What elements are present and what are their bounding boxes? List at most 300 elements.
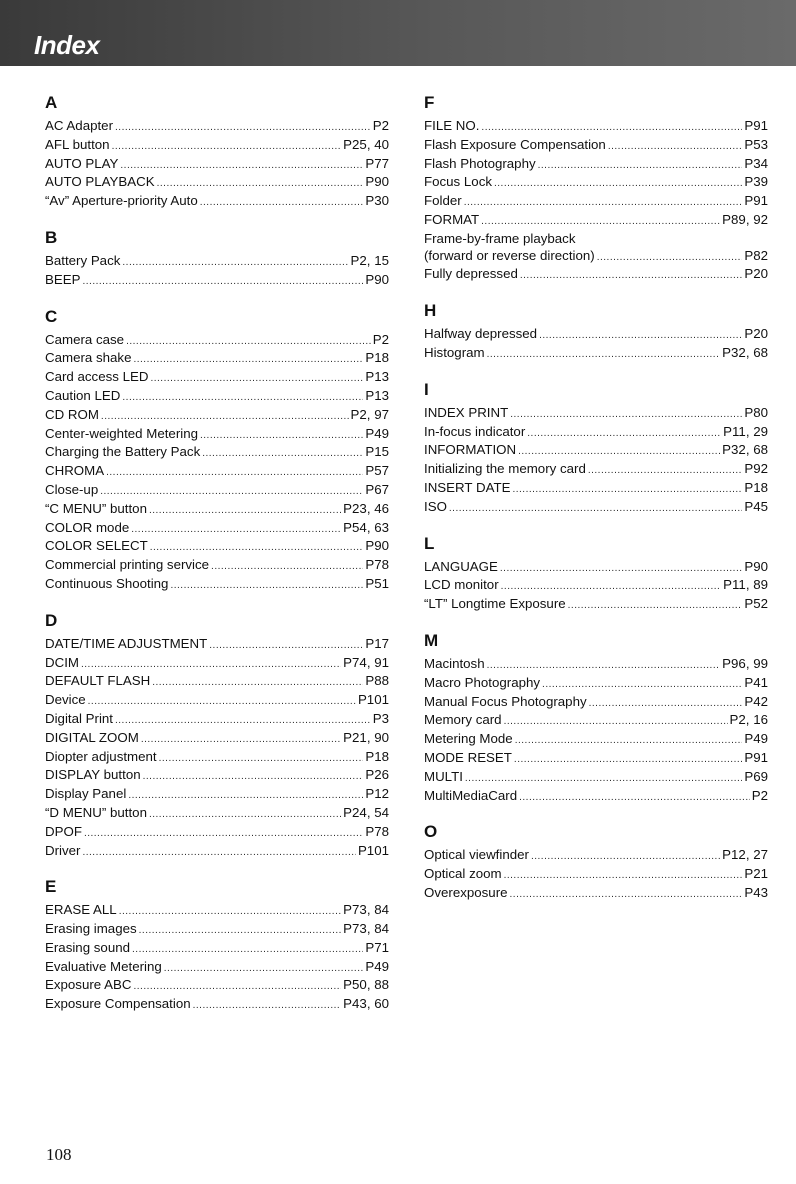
index-section xyxy=(424,847,768,903)
dot-leader xyxy=(141,732,341,749)
index-entry xyxy=(45,482,389,501)
index-entry-page: P2, 16 xyxy=(729,712,768,728)
index-entry xyxy=(424,694,768,713)
index-entry-label: MULTI xyxy=(424,768,463,784)
index-entry-label: Card access LED xyxy=(45,369,149,385)
index-entry xyxy=(45,902,389,921)
dot-leader xyxy=(520,268,742,285)
index-column-left xyxy=(45,92,389,1030)
index-entry xyxy=(424,750,768,769)
index-entry xyxy=(45,272,389,291)
index-entry-page: P41 xyxy=(744,674,768,690)
index-entry-page: P2, 15 xyxy=(350,252,389,268)
index-entry-page: P2 xyxy=(751,787,768,803)
index-entry-page: P82 xyxy=(744,247,768,263)
index-entry xyxy=(45,137,389,156)
dot-leader xyxy=(597,250,743,267)
dot-leader xyxy=(568,598,743,615)
index-entry xyxy=(45,692,389,711)
index-entry-label: Overexposure xyxy=(424,884,508,900)
index-entry xyxy=(45,843,389,862)
index-entry xyxy=(45,576,389,595)
page-number: 108 xyxy=(46,1145,72,1164)
index-entry xyxy=(424,461,768,480)
dot-leader xyxy=(100,484,363,501)
index-entry-page: P43 xyxy=(744,884,768,900)
dot-leader xyxy=(122,390,363,407)
dot-leader xyxy=(115,120,371,137)
section-letter: C xyxy=(45,306,58,326)
index-entry xyxy=(45,940,389,959)
dot-leader xyxy=(211,559,363,576)
index-entry xyxy=(45,520,389,539)
index-entry xyxy=(45,673,389,692)
dot-leader xyxy=(514,752,742,769)
index-entry-page: P11, 29 xyxy=(723,423,768,439)
dot-leader xyxy=(131,522,341,539)
index-column-right xyxy=(424,92,768,919)
dot-leader xyxy=(589,696,743,713)
index-entry-label: “LT” Longtime Exposure xyxy=(424,596,566,612)
index-entry-page: P49 xyxy=(365,958,389,974)
index-entry-label: DPOF xyxy=(45,823,82,839)
index-entry xyxy=(45,463,389,482)
index-entry-page: P34 xyxy=(744,155,768,171)
index-entry-page: P2, 97 xyxy=(350,406,389,422)
index-entry-page: P49 xyxy=(744,731,768,747)
dot-leader xyxy=(119,904,341,921)
index-entry-label: MODE RESET xyxy=(424,749,512,765)
dot-leader xyxy=(608,139,743,156)
index-entry xyxy=(45,501,389,520)
index-entry-label: Close-up xyxy=(45,481,99,497)
dot-leader xyxy=(84,826,363,843)
index-entry-label: Initializing the memory card xyxy=(424,461,586,477)
index-entry-page: P3 xyxy=(372,710,389,726)
dot-leader xyxy=(504,868,743,885)
dot-leader xyxy=(82,274,363,291)
index-entry-page: P101 xyxy=(357,842,389,858)
index-section xyxy=(424,656,768,806)
dot-leader xyxy=(128,788,363,805)
index-entry-label: Focus Lock xyxy=(424,174,492,190)
index-entry-page: P11, 89 xyxy=(723,577,768,593)
index-entry-page: P32, 68 xyxy=(722,442,768,458)
dot-leader xyxy=(494,176,742,193)
index-entry xyxy=(45,388,389,407)
index-section xyxy=(424,559,768,615)
index-entry-label: Charging the Battery Pack xyxy=(45,444,201,460)
index-entry-label: Memory card xyxy=(424,712,502,728)
dot-leader xyxy=(115,713,371,730)
index-section xyxy=(45,332,389,595)
index-entry-label: Optical zoom xyxy=(424,866,502,882)
index-entry-page: P20 xyxy=(744,266,768,282)
index-entry-page: P77 xyxy=(365,155,389,171)
index-entry xyxy=(424,442,768,461)
dot-leader xyxy=(200,195,364,212)
dot-leader xyxy=(149,807,341,824)
index-entry xyxy=(424,731,768,750)
dot-leader xyxy=(515,733,743,750)
section-letter: M xyxy=(424,630,439,650)
index-entry-page: P43, 60 xyxy=(343,996,389,1012)
dot-leader xyxy=(193,998,342,1015)
index-entry xyxy=(424,248,768,267)
dot-leader xyxy=(139,923,342,940)
index-entry xyxy=(424,596,768,615)
index-entry-label: Evaluative Metering xyxy=(45,958,162,974)
index-entry xyxy=(45,996,389,1015)
index-entry-page: P50, 88 xyxy=(343,977,389,993)
index-entry xyxy=(45,538,389,557)
index-entry-label: INSERT DATE xyxy=(424,479,511,495)
dot-leader xyxy=(527,426,721,443)
index-entry xyxy=(424,847,768,866)
index-entry-page: P15 xyxy=(365,444,389,460)
index-entry-page: P92 xyxy=(744,461,768,477)
index-entry xyxy=(424,480,768,499)
index-entry-label: Halfway depressed xyxy=(424,326,538,342)
index-entry xyxy=(424,499,768,518)
index-entry xyxy=(45,636,389,655)
index-entry xyxy=(45,711,389,730)
index-entry-label: AUTO PLAY xyxy=(45,155,119,171)
index-entry-label: AUTO PLAYBACK xyxy=(45,174,155,190)
dot-leader xyxy=(504,714,728,731)
index-entry xyxy=(45,921,389,940)
dot-leader xyxy=(519,790,750,807)
index-entry-label: DEFAULT FLASH xyxy=(45,673,151,689)
index-entry xyxy=(424,174,768,193)
dot-leader xyxy=(538,158,743,175)
index-entry-label: Camera case xyxy=(45,331,125,347)
dot-leader xyxy=(120,158,363,175)
index-section xyxy=(45,636,389,862)
index-entry xyxy=(45,407,389,426)
section-letter: A xyxy=(45,93,58,112)
index-entry xyxy=(424,866,768,885)
dot-leader xyxy=(512,482,742,499)
index-entry-label: INFORMATION xyxy=(424,442,517,458)
index-entry xyxy=(45,767,389,786)
dot-leader xyxy=(539,328,742,345)
index-entry-page: P25, 40 xyxy=(343,136,389,152)
index-entry-page: P74, 91 xyxy=(343,654,389,670)
index-entry-page: P90 xyxy=(365,174,389,190)
dot-leader xyxy=(101,409,349,426)
index-entry xyxy=(45,332,389,351)
section-letter: I xyxy=(424,379,429,399)
dot-leader xyxy=(81,657,341,674)
index-entry-page: P78 xyxy=(365,557,389,573)
index-entry-page: P90 xyxy=(365,538,389,554)
index-entry-label: DATE/TIME ADJUSTMENT xyxy=(45,635,208,651)
index-entry-label: Caution LED xyxy=(45,387,121,403)
page-title: Index xyxy=(34,30,100,60)
index-entry-page: P32, 68 xyxy=(722,344,768,360)
dot-leader xyxy=(200,428,363,445)
dot-leader xyxy=(106,465,363,482)
index-entry-page: P30 xyxy=(365,193,389,209)
dot-leader xyxy=(501,579,722,596)
index-entry-page: P18 xyxy=(744,479,768,495)
dot-leader xyxy=(500,561,742,578)
dot-leader xyxy=(202,446,363,463)
index-entry-label: MultiMediaCard xyxy=(424,787,518,803)
dot-leader xyxy=(464,195,743,212)
dot-leader xyxy=(542,677,742,694)
dot-leader xyxy=(487,347,721,364)
index-entry-page: P88 xyxy=(365,673,389,689)
index-entry-page: P89, 92 xyxy=(722,211,768,227)
index-entry xyxy=(424,345,768,364)
dot-leader xyxy=(481,120,742,137)
index-entry-label: Camera shake xyxy=(45,350,132,366)
index-entry-label: Commercial printing service xyxy=(45,557,210,573)
index-entry xyxy=(45,369,389,388)
index-entry-page: P73, 84 xyxy=(343,902,389,918)
index-entry-label: Erasing sound xyxy=(45,939,131,955)
index-entry-label: In-focus indicator xyxy=(424,423,526,439)
index-entry-page: P24, 54 xyxy=(343,804,389,820)
index-entry xyxy=(45,193,389,212)
index-entry-page: P52 xyxy=(744,596,768,612)
dot-leader xyxy=(112,139,342,156)
dot-leader xyxy=(149,503,341,520)
dot-leader xyxy=(157,176,364,193)
index-section xyxy=(424,326,768,364)
dot-leader xyxy=(150,540,364,557)
index-entry-page: P101 xyxy=(357,692,389,708)
index-entry-label: Center-weighted Metering xyxy=(45,425,198,441)
index-entry-label: Exposure ABC xyxy=(45,977,132,993)
dot-leader xyxy=(152,675,363,692)
index-entry-page: P90 xyxy=(365,271,389,287)
index-entry-page: P49 xyxy=(365,425,389,441)
section-letter: O xyxy=(424,822,438,842)
index-entry-page: P42 xyxy=(744,693,768,709)
index-entry-page: P18 xyxy=(365,748,389,764)
index-entry-label: Battery Pack xyxy=(45,252,121,268)
section-letter: F xyxy=(424,93,435,112)
section-letter: L xyxy=(424,533,435,553)
index-entry-label: Flash Exposure Compensation xyxy=(424,136,606,152)
index-entry xyxy=(45,786,389,805)
index-entry-label: Fully depressed xyxy=(424,266,518,282)
dot-leader xyxy=(449,501,742,518)
index-section xyxy=(45,902,389,1015)
index-entry xyxy=(45,730,389,749)
index-entry-page: P21 xyxy=(744,866,768,882)
index-entry-label: Histogram xyxy=(424,344,485,360)
section-letter: H xyxy=(424,301,437,321)
index-entry-label: COLOR SELECT xyxy=(45,538,148,554)
index-entry-label: FILE NO. xyxy=(424,118,480,133)
dot-leader xyxy=(170,578,363,595)
index-entry-label: Manual Focus Photography xyxy=(424,693,587,709)
index-entry-label: BEEP xyxy=(45,271,81,287)
dot-leader xyxy=(133,979,341,996)
index-entry xyxy=(45,426,389,445)
index-entry-label: Metering Mode xyxy=(424,731,513,747)
index-entry-label: Exposure Compensation xyxy=(45,996,191,1012)
index-entry-label: Optical viewfinder xyxy=(424,847,529,863)
section-letter: D xyxy=(45,610,58,630)
index-entry-label: CD ROM xyxy=(45,406,99,422)
index-entry-page: P90 xyxy=(744,558,768,574)
dot-leader xyxy=(132,942,363,959)
index-entry-page: P13 xyxy=(365,369,389,385)
index-entry-page: P80 xyxy=(744,404,768,420)
index-entry-page: P17 xyxy=(365,635,389,651)
index-entry-page: P69 xyxy=(744,768,768,784)
index-entry-page: P91 xyxy=(744,118,768,133)
index-entry-page: P57 xyxy=(365,463,389,479)
index-entry xyxy=(424,656,768,675)
index-entry-label: (forward or reverse direction) xyxy=(424,247,595,263)
index-entry-label: INDEX PRINT xyxy=(424,404,509,420)
index-entry-label: Folder xyxy=(424,193,462,209)
index-entry-label: Device xyxy=(45,692,86,708)
dot-leader xyxy=(481,214,720,231)
index-entry-page: P12, 27 xyxy=(722,847,768,863)
index-entry xyxy=(424,156,768,175)
index-entry-page: P67 xyxy=(365,481,389,497)
section-letter: B xyxy=(45,227,58,247)
dot-leader xyxy=(465,771,742,788)
index-entry xyxy=(45,444,389,463)
index-entry-label: “D MENU” button xyxy=(45,804,147,820)
index-section xyxy=(424,118,768,285)
index-section xyxy=(45,253,389,291)
index-entry-label: CHROMA xyxy=(45,463,105,479)
index-entry xyxy=(424,577,768,596)
dot-leader xyxy=(159,751,364,768)
index-entry-label: LCD monitor xyxy=(424,577,499,593)
index-entry xyxy=(424,193,768,212)
index-entry xyxy=(45,557,389,576)
dot-leader xyxy=(122,255,348,272)
index-entry xyxy=(45,824,389,843)
index-entry xyxy=(45,156,389,175)
index-entry-label: ISO xyxy=(424,498,447,514)
index-entry xyxy=(424,424,768,443)
section-letter: E xyxy=(45,877,57,897)
index-entry-label: LANGUAGE xyxy=(424,558,498,574)
index-entry-label: ERASE ALL xyxy=(45,902,117,918)
dot-leader xyxy=(143,769,364,786)
index-entry xyxy=(45,350,389,369)
index-entry-page: P18 xyxy=(365,350,389,366)
index-entry-page: P2 xyxy=(372,331,389,347)
index-entry-page: P53 xyxy=(744,136,768,152)
index-section xyxy=(45,118,389,212)
index-entry xyxy=(45,977,389,996)
index-entry-page: P39 xyxy=(744,174,768,190)
index-entry xyxy=(45,959,389,978)
index-entry xyxy=(45,253,389,272)
index-entry xyxy=(45,749,389,768)
index-entry-page: P96, 99 xyxy=(722,655,768,671)
index-entry-label: FORMAT xyxy=(424,211,480,227)
index-entry xyxy=(424,326,768,345)
index-entry xyxy=(424,788,768,807)
index-entry-page: P45 xyxy=(744,498,768,514)
index-entry xyxy=(424,266,768,285)
index-entry xyxy=(424,675,768,694)
index-entry-page: P12 xyxy=(365,786,389,802)
index-entry-page: P51 xyxy=(365,575,389,591)
index-entry xyxy=(45,655,389,674)
index-entry-label: DISPLAY button xyxy=(45,767,141,783)
index-entry-label: Digital Print xyxy=(45,710,113,726)
index-entry-page: P71 xyxy=(365,939,389,955)
dot-leader xyxy=(164,961,364,978)
index-entry-page: P20 xyxy=(744,326,768,342)
index-entry xyxy=(45,118,389,137)
dot-leader xyxy=(487,658,721,675)
index-entry-label: Driver xyxy=(45,842,81,858)
index-entry-page: P54, 63 xyxy=(343,519,389,535)
index-entry-page: P2 xyxy=(372,118,389,133)
index-entry-label: Diopter adjustment xyxy=(45,748,157,764)
dot-leader xyxy=(126,334,371,351)
index-section xyxy=(424,405,768,518)
index-entry xyxy=(424,559,768,578)
index-entry-page: P73, 84 xyxy=(343,921,389,937)
dot-leader xyxy=(518,444,720,461)
index-entry xyxy=(424,118,768,137)
index-entry-label: AC Adapter xyxy=(45,118,114,133)
index-entry xyxy=(45,174,389,193)
index-entry xyxy=(424,769,768,788)
index-entry-page: P13 xyxy=(365,387,389,403)
dot-leader xyxy=(88,694,356,711)
index-entry-label: “C MENU” button xyxy=(45,500,147,516)
index-entry-label: “Av” Aperture-priority Auto xyxy=(45,193,198,209)
dot-leader xyxy=(510,887,743,904)
index-entry-label: Continuous Shooting xyxy=(45,575,169,591)
index-entry-label: Flash Photography xyxy=(424,155,536,171)
index-entry-label-line: Frame-by-frame playback xyxy=(424,230,576,246)
index-entry-page: P78 xyxy=(365,823,389,839)
index-entry xyxy=(424,885,768,904)
dot-leader xyxy=(531,849,720,866)
index-entry-page: P26 xyxy=(365,767,389,783)
index-entry-label: DCIM xyxy=(45,654,79,670)
index-entry-label: Display Panel xyxy=(45,786,127,802)
index-entry xyxy=(424,137,768,156)
index-entry-page: P91 xyxy=(744,749,768,765)
index-entry-label: COLOR mode xyxy=(45,519,130,535)
header-banner xyxy=(0,0,796,66)
dot-leader xyxy=(150,371,363,388)
index-entry-label: Macro Photography xyxy=(424,674,541,690)
index-entry-page: P21, 90 xyxy=(343,729,389,745)
dot-leader xyxy=(209,638,363,655)
index-entry xyxy=(424,212,768,231)
dot-leader xyxy=(588,463,742,480)
index-entry xyxy=(424,405,768,424)
dot-leader xyxy=(510,407,742,424)
dot-leader xyxy=(133,352,363,369)
index-entry-label: AFL button xyxy=(45,136,110,152)
index-entry xyxy=(424,712,768,731)
index-entry-label: Macintosh xyxy=(424,655,485,671)
index-entry-page: P91 xyxy=(744,193,768,209)
dot-leader xyxy=(82,845,355,862)
